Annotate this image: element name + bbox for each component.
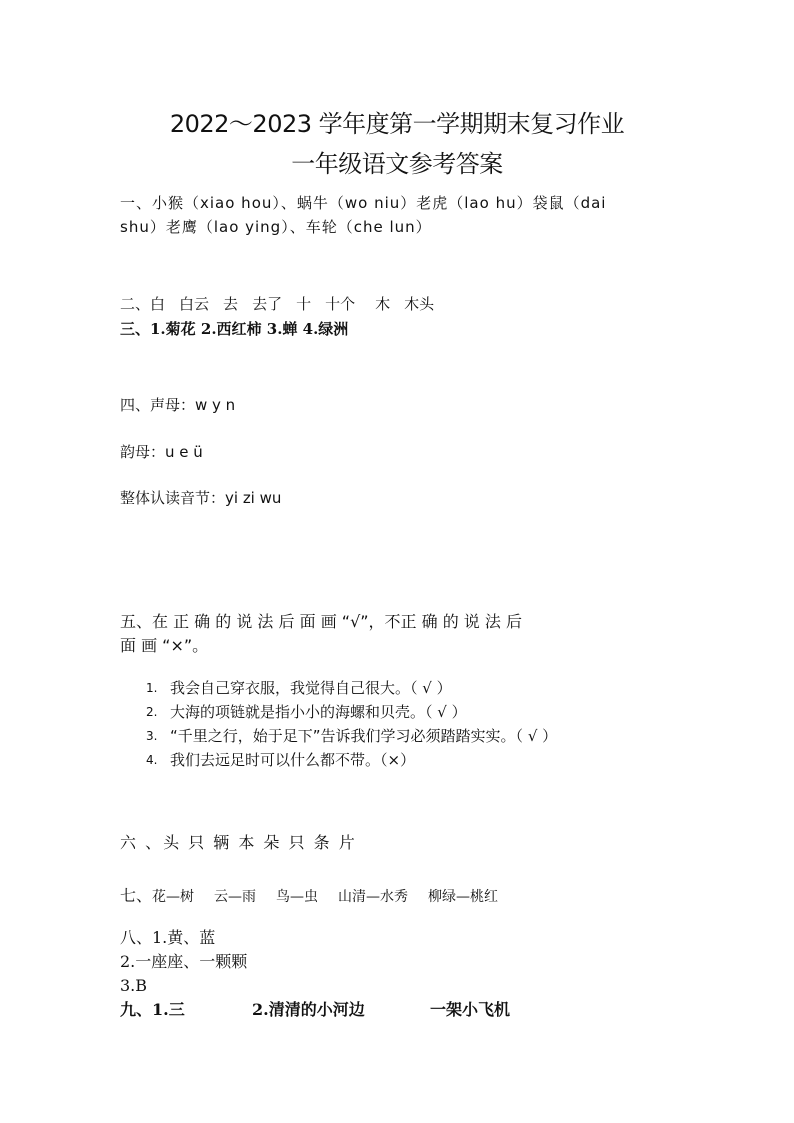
list-item-number: 1. xyxy=(146,681,158,695)
q2-word: 去 xyxy=(223,295,239,313)
q5-instruction-line-2: 面 画 “×”。 xyxy=(120,636,209,655)
q9-answer xyxy=(120,999,510,1021)
q2-word: 白云 xyxy=(179,295,210,313)
list-item xyxy=(146,700,557,724)
q3-answer: 三、1.菊花 2.西红柿 3.蝉 4.绿洲 xyxy=(120,320,349,338)
q4-yunmu: 韵母：u e ü xyxy=(120,443,203,461)
list-item xyxy=(146,748,557,772)
q4-zhengti: 整体认读音节：yi zi wu xyxy=(120,489,282,507)
q7-pair: 云—雨 xyxy=(214,889,257,905)
q5-instruction-line-1: 五、在 正 确 的 说 法 后 面 画 “√”，不正 确 的 说 法 后 xyxy=(120,612,522,631)
q2-word: 去了 xyxy=(252,295,283,313)
q9-part-1: 九、1.三 xyxy=(120,1000,185,1019)
q2-word: 白 xyxy=(150,295,166,313)
list-item-number: 3. xyxy=(146,729,158,743)
list-item-number: 4. xyxy=(146,753,158,767)
q1-answer-line-2: shu）老鹰（lao ying）、车轮（che lun） xyxy=(120,218,432,236)
q8-answer-line-1: 八、1.黄、蓝 xyxy=(120,928,216,947)
q2-prefix: 二、 xyxy=(120,295,151,313)
list-item-text: “千里之行，始于足下”告诉我们学习必须踏踏实实。（ √ ） xyxy=(170,727,558,745)
q4-shengmu: 四、声母：w y n xyxy=(120,396,236,414)
q2-word: 木头 xyxy=(404,295,435,313)
document-title-line-2: 一年级语文参考答案 xyxy=(291,150,503,178)
q6-answer: 六 、头 只 辆 本 朵 只 条 片 xyxy=(120,833,357,852)
list-item xyxy=(146,676,557,700)
list-item-text: 大海的项链就是指小小的海螺和贝壳。（ √ ） xyxy=(170,703,467,721)
q2-word: 十个 xyxy=(325,295,356,313)
q7-answer xyxy=(120,885,518,908)
q7-prefix: 七、 xyxy=(120,886,153,905)
list-item-number: 2. xyxy=(146,705,158,719)
q7-pair: 山清—水秀 xyxy=(338,889,409,905)
list-item xyxy=(146,724,557,748)
q1-answer-line-1: 一、小猴（xiao hou）、蜗牛（wo niu）老虎（lao hu）袋鼠（dai xyxy=(120,194,607,212)
q5-statement-list xyxy=(146,676,557,772)
q8-answer-line-2: 2.一座座、一颗颗 xyxy=(120,952,248,971)
q2-word: 十 xyxy=(296,295,312,313)
q9-part-2: 2.清清的小河边 xyxy=(252,1000,365,1019)
q9-part-3: 一架小飞机 xyxy=(430,1000,511,1019)
q8-answer-line-3: 3.B xyxy=(120,976,148,995)
q7-pair: 鸟—虫 xyxy=(276,889,319,905)
q2-word: 木 xyxy=(375,295,391,313)
q7-pair: 柳绿—桃红 xyxy=(428,889,499,905)
list-item-text: 我们去远足时可以什么都不带。（×） xyxy=(170,751,416,769)
document-title-line-1: 2022～2023 学年度第一学期期末复习作业 xyxy=(169,110,625,138)
list-item-text: 我会自己穿衣服，我觉得自己很大。（ √ ） xyxy=(170,679,452,697)
q2-answer xyxy=(120,293,434,315)
q7-pair: 花—树 xyxy=(152,889,195,905)
